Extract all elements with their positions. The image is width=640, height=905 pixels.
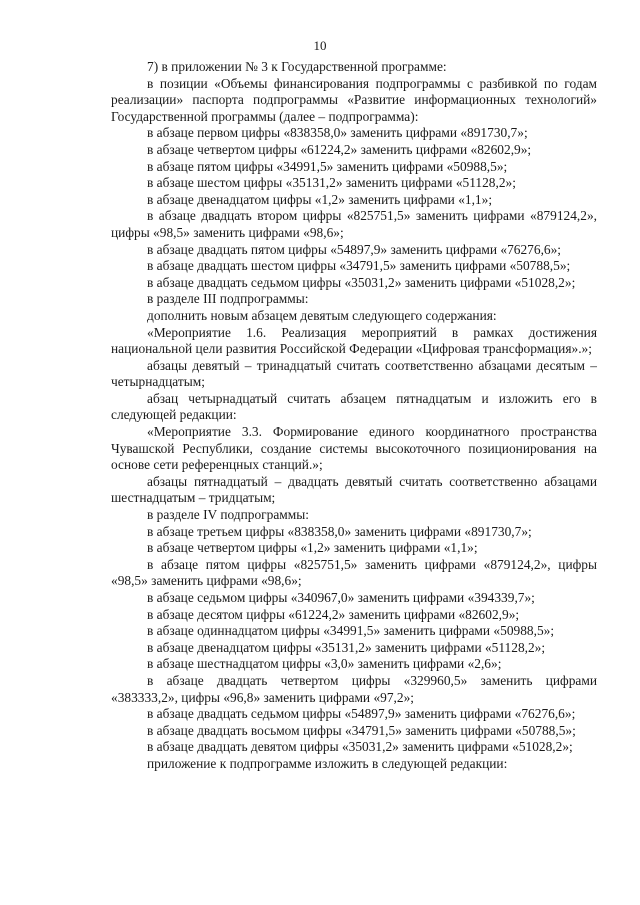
- paragraph: в абзаце двадцать седьмом цифры «54897,9» заменить цифрами «76276,6»;: [147, 706, 576, 722]
- paragraph: в разделе IV подпрограммы:: [147, 507, 309, 523]
- paragraph: в абзаце десятом цифры «61224,2» заменить цифрами «82602,9»;: [147, 606, 520, 622]
- paragraph: в абзаце первом цифры «838358,0» заменить цифрами «891730,7»;: [147, 125, 528, 141]
- paragraph: «Мероприятие 1.6. Реализация мероприятий в рамках достижения национальной цели развития Российской Федерации «Цифровая трансформация».»;: [111, 324, 597, 357]
- paragraph: в абзаце третьем цифры «838358,0» заменить цифрами «891730,7»;: [147, 523, 532, 539]
- paragraph: в абзаце двенадцатом цифры «35131,2» заменить цифрами «51128,2»;: [147, 639, 546, 655]
- paragraph: в абзаце двадцать восьмом цифры «34791,5» заменить цифрами «50788,5»;: [147, 722, 576, 738]
- paragraph: в абзаце двадцать пятом цифры «54897,9» заменить цифрами «76276,6»;: [147, 241, 562, 257]
- paragraph: в абзаце двадцать шестом цифры «34791,5» заменить цифрами «50788,5»;: [147, 258, 571, 274]
- amendment-heading: 7) в приложении № 3 к Государственной программе:: [147, 59, 447, 74]
- paragraph: в позиции «Объемы финансирования подпрограммы с разбивкой по годам реализации» паспорта подпрограммы «Развитие информационных технологий» Государственной программы (далее – подпрограмма):: [111, 75, 597, 124]
- paragraph: в абзаце двадцать седьмом цифры «35031,2» заменить цифрами «51028,2»;: [147, 274, 576, 290]
- paragraph: в абзаце одиннадцатом цифры «34991,5» заменить цифрами «50988,5»;: [147, 623, 555, 639]
- paragraph: в абзаце двадцать четвертом цифры «329960,5» заменить цифрами «383333,2», цифры «96,8» заменить цифрами «97,2»;: [111, 672, 597, 705]
- paragraph: абзацы девятый – тринадцатый считать соответственно абзацами десятым – четырнадцатым;: [111, 357, 597, 390]
- paragraph: абзацы пятнадцатый – двадцать девятый считать соответственно абзацами шестнадцатым – тридцатым;: [111, 473, 597, 506]
- paragraph: в абзаце пятом цифры «825751,5» заменить цифрами «879124,2», цифры «98,5» заменить цифрами «98,6»;: [111, 556, 597, 589]
- document-body: [111, 59, 597, 773]
- paragraph: в абзаце седьмом цифры «340967,0» заменить цифрами «394339,7»;: [147, 590, 535, 605]
- paragraph: в абзаце четвертом цифры «61224,2» заменить цифрами «82602,9»;: [147, 141, 532, 157]
- paragraph: в разделе III подпрограммы:: [147, 291, 309, 307]
- paragraph: в абзаце двадцать девятом цифры «35031,2» заменить цифрами «51028,2»;: [147, 739, 573, 755]
- paragraph: «Мероприятие 3.3. Формирование единого координатного пространства Чувашской Республики, создание системы высокоточного позиционирования на основе сети референцных станций.»;: [111, 424, 597, 473]
- paragraph: дополнить новым абзацем девятым следующего содержания:: [147, 307, 497, 323]
- paragraph: в абзаце двадцать втором цифры «825751,5» заменить цифрами «879124,2», цифры «98,5» заменить цифрами «98,6»;: [111, 208, 597, 240]
- paragraph: в абзаце четвертом цифры «1,2» заменить цифрами «1,1»;: [147, 540, 478, 556]
- paragraph: в абзаце шестом цифры «35131,2» заменить цифрами «51128,2»;: [147, 175, 516, 191]
- paragraph: в абзаце двенадцатом цифры «1,2» заменить цифрами «1,1»;: [147, 191, 493, 207]
- paragraph: абзац четырнадцатый считать абзацем пятнадцатым и изложить его в следующей редакции:: [111, 390, 597, 423]
- page-number: 10: [313, 38, 327, 53]
- paragraph: в абзаце пятом цифры «34991,5» заменить цифрами «50988,5»;: [147, 158, 508, 174]
- paragraph: приложение к подпрограмме изложить в следующей редакции:: [147, 755, 508, 771]
- paragraph: в абзаце шестнадцатом цифры «3,0» заменить цифрами «2,6»;: [147, 656, 502, 672]
